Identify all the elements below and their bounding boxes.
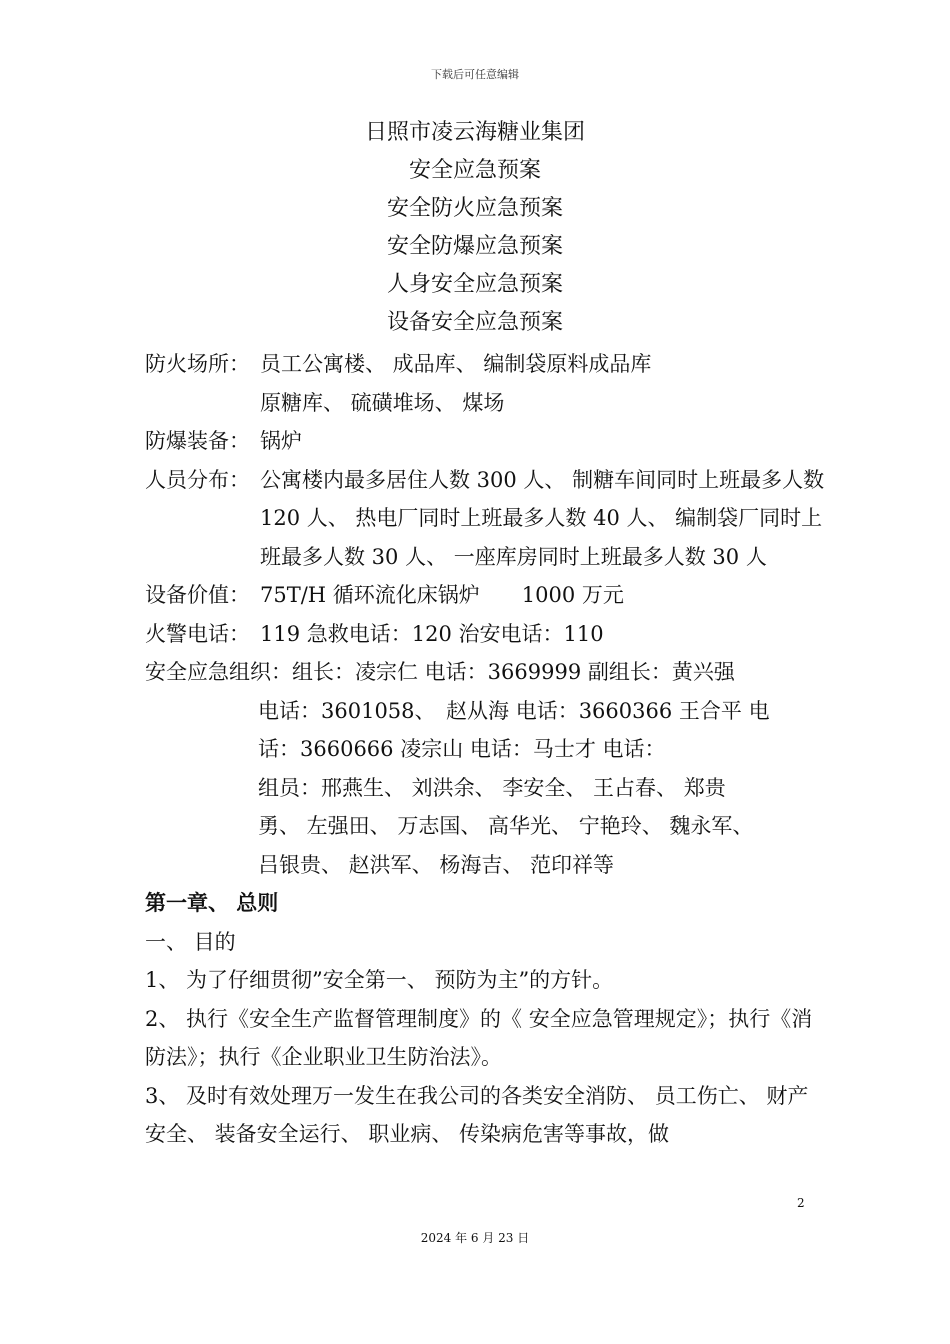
equipment-plan-title: 设备安全应急预案 xyxy=(386,310,563,335)
organization-line: 电话：3601058、 赵从海 电话：3660366 王合平 电 xyxy=(258,698,770,723)
personnel-label: 人员分布： xyxy=(145,467,250,492)
fire-places-value xyxy=(260,345,825,422)
paragraph: 1、 为了仔细贯彻”安全第一、 预防为主”的方针。 xyxy=(145,968,614,992)
equipment-value-row xyxy=(145,576,825,615)
section-heading: 一、 目的 xyxy=(145,929,236,954)
footer-date: 2024 年 6 月 23 日 xyxy=(420,1231,530,1245)
paragraph: 3、 及时有效处理万一发生在我公司的各类安全消防、 员工伤亡、 财产安全、 装备安全运行、 职业病、 传染病危害等事故，做 xyxy=(145,1083,809,1146)
members-line: 组员：邢燕生、 刘洪余、 李安全、 王占春、 郑贵 xyxy=(258,775,726,800)
fire-places-line: 原糖库、 硫磺堆场、 煤场 xyxy=(260,390,505,415)
explosion-plan-title: 安全防爆应急预案 xyxy=(386,234,563,259)
personnel-value: 公寓楼内最多居住人数 300 人、 制糖车间同时上班最多人数 120 人、 热电厂同时上班最多人数 40 人、 编制袋厂同时上班最多人数 30 人、 一座库房同时上班最多人数 30 人 xyxy=(260,467,825,569)
personal-safety-plan-title: 人身安全应急预案 xyxy=(386,272,563,297)
members-line: 吕银贵、 赵洪军、 杨海吉、 范印祥等 xyxy=(258,852,615,877)
personnel-row xyxy=(145,461,825,577)
fire-phone-label: 火警电话： xyxy=(145,621,250,646)
explosion-equipment-value: 锅炉 xyxy=(260,429,302,453)
phones-value: 119 急救电话：120 治安电话：110 xyxy=(260,621,604,646)
company-title: 日照市凌云海糖业集团 xyxy=(364,120,585,145)
organization-heading: 安全应急组织：组长：凌宗仁 电话：3669999 副组长：黄兴强 xyxy=(145,660,735,684)
fire-plan-title: 安全防火应急预案 xyxy=(386,196,563,221)
members-line: 勇、 左强田、 万志国、 高华光、 宁艳玲、 魏永军、 xyxy=(258,814,754,838)
paragraph: 2、 执行《安全生产监督管理制度》的《 安全应急管理规定》；执行《消防法》；执行《企业职业卫生防治法》。 xyxy=(145,1006,813,1069)
document-title-block xyxy=(0,114,950,342)
explosion-equipment-row xyxy=(145,422,825,461)
page-header-note: 下载后可任意编辑 xyxy=(431,68,519,81)
organization-line: 话：3660666 凌宗山 电话：马士才 电话： xyxy=(258,737,666,761)
explosion-equipment-label: 防爆装备： xyxy=(145,429,250,453)
equipment-value-text: 75T/H 循环流化床锅炉 1000 万元 xyxy=(260,583,624,607)
fire-places-label: 防火场所： xyxy=(145,352,250,376)
chapter-heading: 第一章、 总则 xyxy=(145,891,279,915)
document-body xyxy=(145,345,825,1154)
page-number: 2 xyxy=(797,1196,805,1210)
phones-row xyxy=(145,615,825,654)
equipment-value-label: 设备价值： xyxy=(145,583,250,607)
fire-places-line: 员工公寓楼、 成品库、 编制袋原料成品库 xyxy=(260,352,652,376)
plan-title: 安全应急预案 xyxy=(408,158,541,183)
fire-places-row xyxy=(145,345,825,422)
